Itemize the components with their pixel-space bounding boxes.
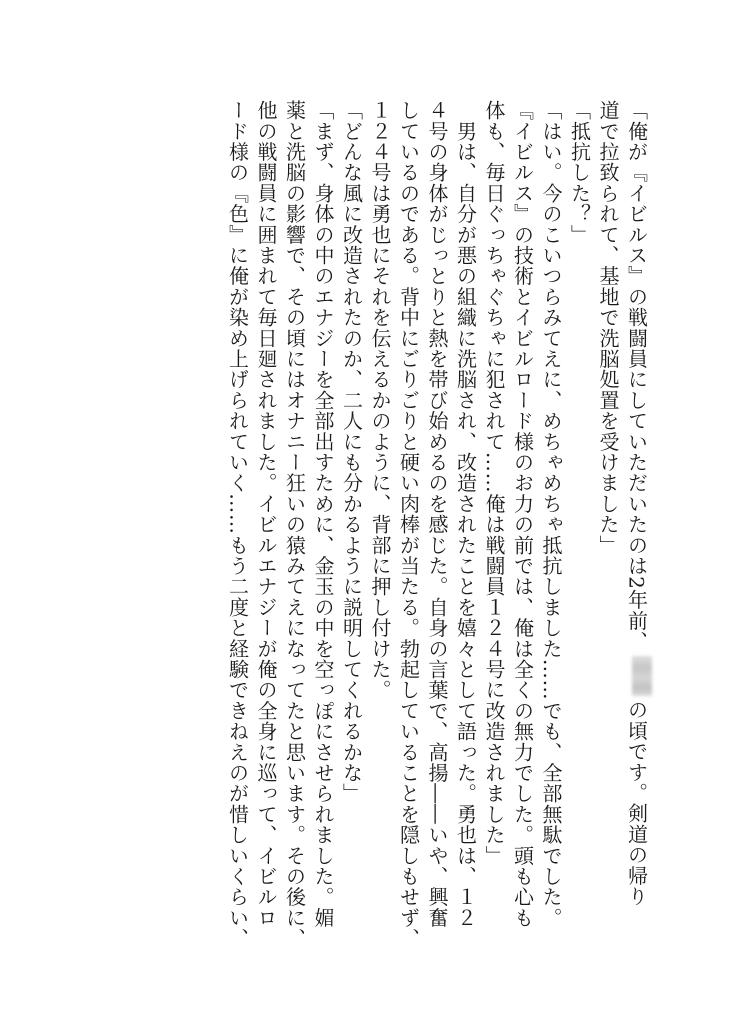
vertical-text-body (223, 100, 652, 980)
text-line: 道で拉致られて、基地で洗脳処置を受けました」 (596, 100, 620, 556)
text-line: ４号の身体がじっとりと熱を帯び始めるのを感じた。自身の言葉で、高揚――いや、興奮 (425, 100, 449, 928)
text-line-part: 「俺が『イビルス』の戦闘員にしていただいたのは2年前、 (624, 100, 649, 652)
text-line: 「まず、身体の中のエナジーを全部出すために、金玉の中を空っぽにさせられました。媚 (311, 100, 335, 928)
text-line (622, 100, 652, 980)
text-line: 「どんな風に改造されたのか、二人にも分かるように説明してくれるかな」 (339, 100, 364, 804)
text-line: 薬と洗脳の影響で、その頃にはオナニー狂いの猿みてえになってたと思います。その後に、 (282, 100, 307, 949)
text-line: 『イビルス』の技術とイビルロード様のお力の前では、俺は全くの無力でした。頭も心も (510, 100, 535, 929)
text-line-part: の頃です。剣道の帰り (624, 699, 649, 907)
text-line: １２４号は勇也にそれを伝えるかのように、背部に押し付けた。 (368, 100, 392, 701)
text-line: 「はい。今のこいつらみてえに、めちゃめちゃ抵抗しました……でも、全部無駄でした。 (539, 100, 563, 928)
text-line: 「抵抗した？」 (567, 100, 592, 245)
text-line: しているのである。背中にごりごりと硬い肉棒が当たる。勃起していることを隠しもせず、 (396, 100, 421, 949)
text-line: 他の戦闘員に囲まれて毎日廻されました。イビルエナジーが俺の全身に巡って、イビルロ (254, 100, 278, 928)
redacted-text-blur (632, 656, 652, 696)
text-line: 男は、自分が悪の組織に洗脳され、改造されたことを嬉々として語った。勇也は、１２ (453, 100, 478, 928)
text-line: ード様の『色』に俺が染め上げられていく……もう二度と経験できねえのが惜しいくらい、 (225, 100, 250, 949)
text-line: 体も、毎日ぐっちゃぐちゃに犯されて……俺は戦闘員１２４号に改造されました」 (482, 100, 506, 866)
